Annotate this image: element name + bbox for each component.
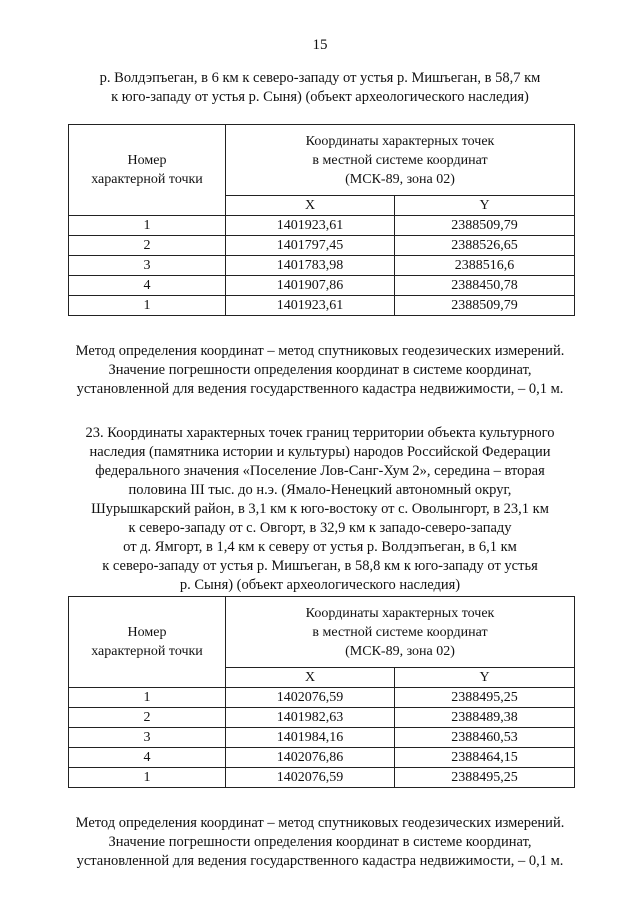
coord-y: 2388450,78	[395, 276, 575, 296]
point-number: 4	[69, 748, 226, 768]
coord-x: 1401984,16	[226, 728, 395, 748]
coord-y: 2388464,15	[395, 748, 575, 768]
coord-y: 2388509,79	[395, 296, 575, 316]
header-point-number: Номер характерной точки	[69, 597, 226, 688]
header-point-number: Номер характерной точки	[69, 125, 226, 216]
point-number: 2	[69, 708, 226, 728]
coord-y: 2388509,79	[395, 216, 575, 236]
point-number: 1	[69, 688, 226, 708]
method-note-1: Метод определения координат – метод спутниковых геодезических измерений. Значение погрешности определения координат в системе координат, установленной для ведения государственного кадастра недвижимости, – 0,1 м.	[75, 343, 565, 397]
coord-y: 2388460,53	[395, 728, 575, 748]
section-23-description: 23. Координаты характерных точек границ территории объекта культурного наследия (памятника истории и культуры) народов Российской Федерации федерального значения «Поселение Лов-Санг-Хум 2», середина – вторая половина III тыс. до н.э. (Ямало-Ненецкий автономный округ, Шурышкарский район, в 3,1 км к юго-востоку от с. Оволынгорт, в 23,1 км к северо-западу от с. Овгорт, в 32,9 км к западо-северо-западу от д. Ямгорт, в 1,4 км к северу от устья р. Волдэпъеган, в 6,1 км к северо-западу от устья р. Мишъеган, в 58,8 км к юго-западу от устья р. Сыня) (объект археологического наследия)	[85, 425, 555, 593]
table-row	[69, 708, 575, 728]
coord-y: 2388516,6	[395, 256, 575, 276]
coord-y: 2388489,38	[395, 708, 575, 728]
table-row	[69, 216, 575, 236]
header-x: X	[226, 196, 395, 216]
coord-x: 1402076,59	[226, 688, 395, 708]
caption-line: р. Волдэпъеган, в 6 км к северо-западу от устья р. Мишъеган, в 58,7 км	[99, 70, 541, 86]
table-row	[69, 236, 575, 256]
coord-x: 1402076,59	[226, 768, 395, 788]
point-number: 3	[69, 728, 226, 748]
coord-x: 1402076,86	[226, 748, 395, 768]
coord-x: 1401783,98	[226, 256, 395, 276]
coordinates-table-2	[68, 596, 575, 788]
header-y: Y	[395, 196, 575, 216]
coord-y: 2388526,65	[395, 236, 575, 256]
table-row	[69, 296, 575, 316]
method-note-2: Метод определения координат – метод спутниковых геодезических измерений. Значение погрешности определения координат в системе координат, установленной для ведения государственного кадастра недвижимости, – 0,1 м.	[75, 815, 565, 869]
coord-y: 2388495,25	[395, 688, 575, 708]
coord-x: 1401923,61	[226, 296, 395, 316]
table-row	[69, 256, 575, 276]
header-x: X	[226, 668, 395, 688]
table-row	[69, 748, 575, 768]
caption-line: к юго-западу от устья р. Сыня) (объект археологического наследия)	[111, 89, 529, 105]
header-coordinates: Координаты характерных точек в местной системе координат (МСК-89, зона 02)	[226, 597, 575, 668]
coord-y: 2388495,25	[395, 768, 575, 788]
point-number: 1	[69, 296, 226, 316]
table-row	[69, 276, 575, 296]
table-row	[69, 728, 575, 748]
coord-x: 1401982,63	[226, 708, 395, 728]
point-number: 1	[69, 768, 226, 788]
coordinates-table-1	[68, 124, 575, 316]
header-coordinates: Координаты характерных точек в местной системе координат (МСК-89, зона 02)	[226, 125, 575, 196]
table-row	[69, 688, 575, 708]
top-caption	[40, 69, 600, 107]
point-number: 4	[69, 276, 226, 296]
coord-x: 1401923,61	[226, 216, 395, 236]
coord-x: 1401907,86	[226, 276, 395, 296]
header-y: Y	[395, 668, 575, 688]
coord-x: 1401797,45	[226, 236, 395, 256]
point-number: 1	[69, 216, 226, 236]
table-row	[69, 768, 575, 788]
page-number: 15	[312, 37, 328, 53]
point-number: 2	[69, 236, 226, 256]
point-number: 3	[69, 256, 226, 276]
